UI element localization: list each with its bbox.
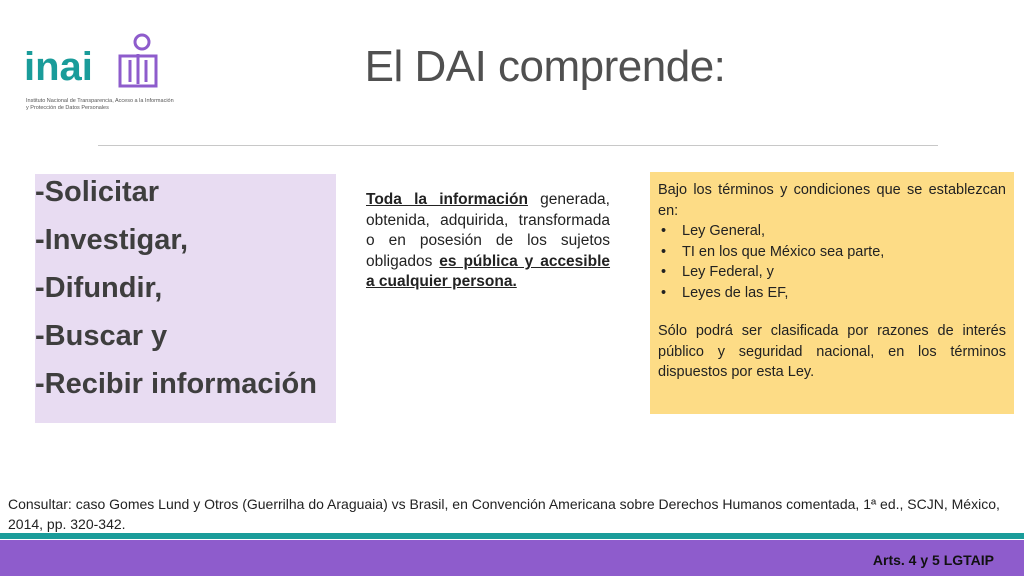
verb-item: -Difundir, (35, 272, 163, 304)
bullet-icon: • (661, 243, 667, 260)
verb-item: -Investigar, (35, 224, 189, 256)
logo-wordmark: inai (24, 45, 93, 89)
bullet-icon: • (661, 223, 667, 239)
conditions-closing: Sólo podrá ser clasificada por razones de interés público y seguridad nacional, en los términos dispuestos por esta Ley. (658, 323, 1006, 380)
title-divider (98, 145, 938, 146)
conditions-list (658, 221, 1006, 303)
citation-text: Consultar: caso Gomes Lund y Otros (Guerrilha do Araguaia) vs Brasil, en Convención Americana sobre Derechos Humanos comentada, 1ª ed., SCJN, México, 2014, pp. 320-342. (8, 496, 1000, 532)
verbs-panel (35, 174, 336, 423)
information-statement (366, 190, 610, 293)
bullet-icon: • (661, 284, 667, 301)
page-title: El DAI comprende: (364, 42, 726, 91)
list-item: • Leyes de las EF, (658, 283, 1006, 304)
statement-body: generada, obtenida, adquirida, transformada o en posesión de los sujetos obligados (366, 191, 610, 270)
statement-lead: Toda la información (366, 191, 528, 208)
inai-logo (24, 30, 174, 120)
conditions-intro: Bajo los términos y condiciones que se establezcan en: (658, 182, 1006, 219)
verb-item: -Recibir información (35, 368, 317, 400)
statement-emphasis: es pública y accesible a cualquier persona. (366, 252, 611, 291)
footer-reference: Arts. 4 y 5 LGTAIP (872, 552, 994, 568)
list-item: • Ley General, (658, 221, 1006, 242)
list-item: • TI en los que México sea parte, (658, 242, 1006, 263)
logo-subtitle: Instituto Nacional de Transparencia, Acceso a la Información y Protección de Datos Personales (26, 98, 174, 111)
bullet-icon: • (661, 264, 667, 280)
verb-item: -Solicitar (35, 176, 160, 208)
footer-stripe-teal (0, 533, 1024, 539)
verb-item: -Buscar y (35, 320, 168, 352)
list-item: • Ley Federal, y (658, 262, 1006, 283)
footer-bar (0, 540, 1024, 576)
conditions-panel (650, 172, 1014, 414)
inai-logo-mark (24, 30, 164, 100)
